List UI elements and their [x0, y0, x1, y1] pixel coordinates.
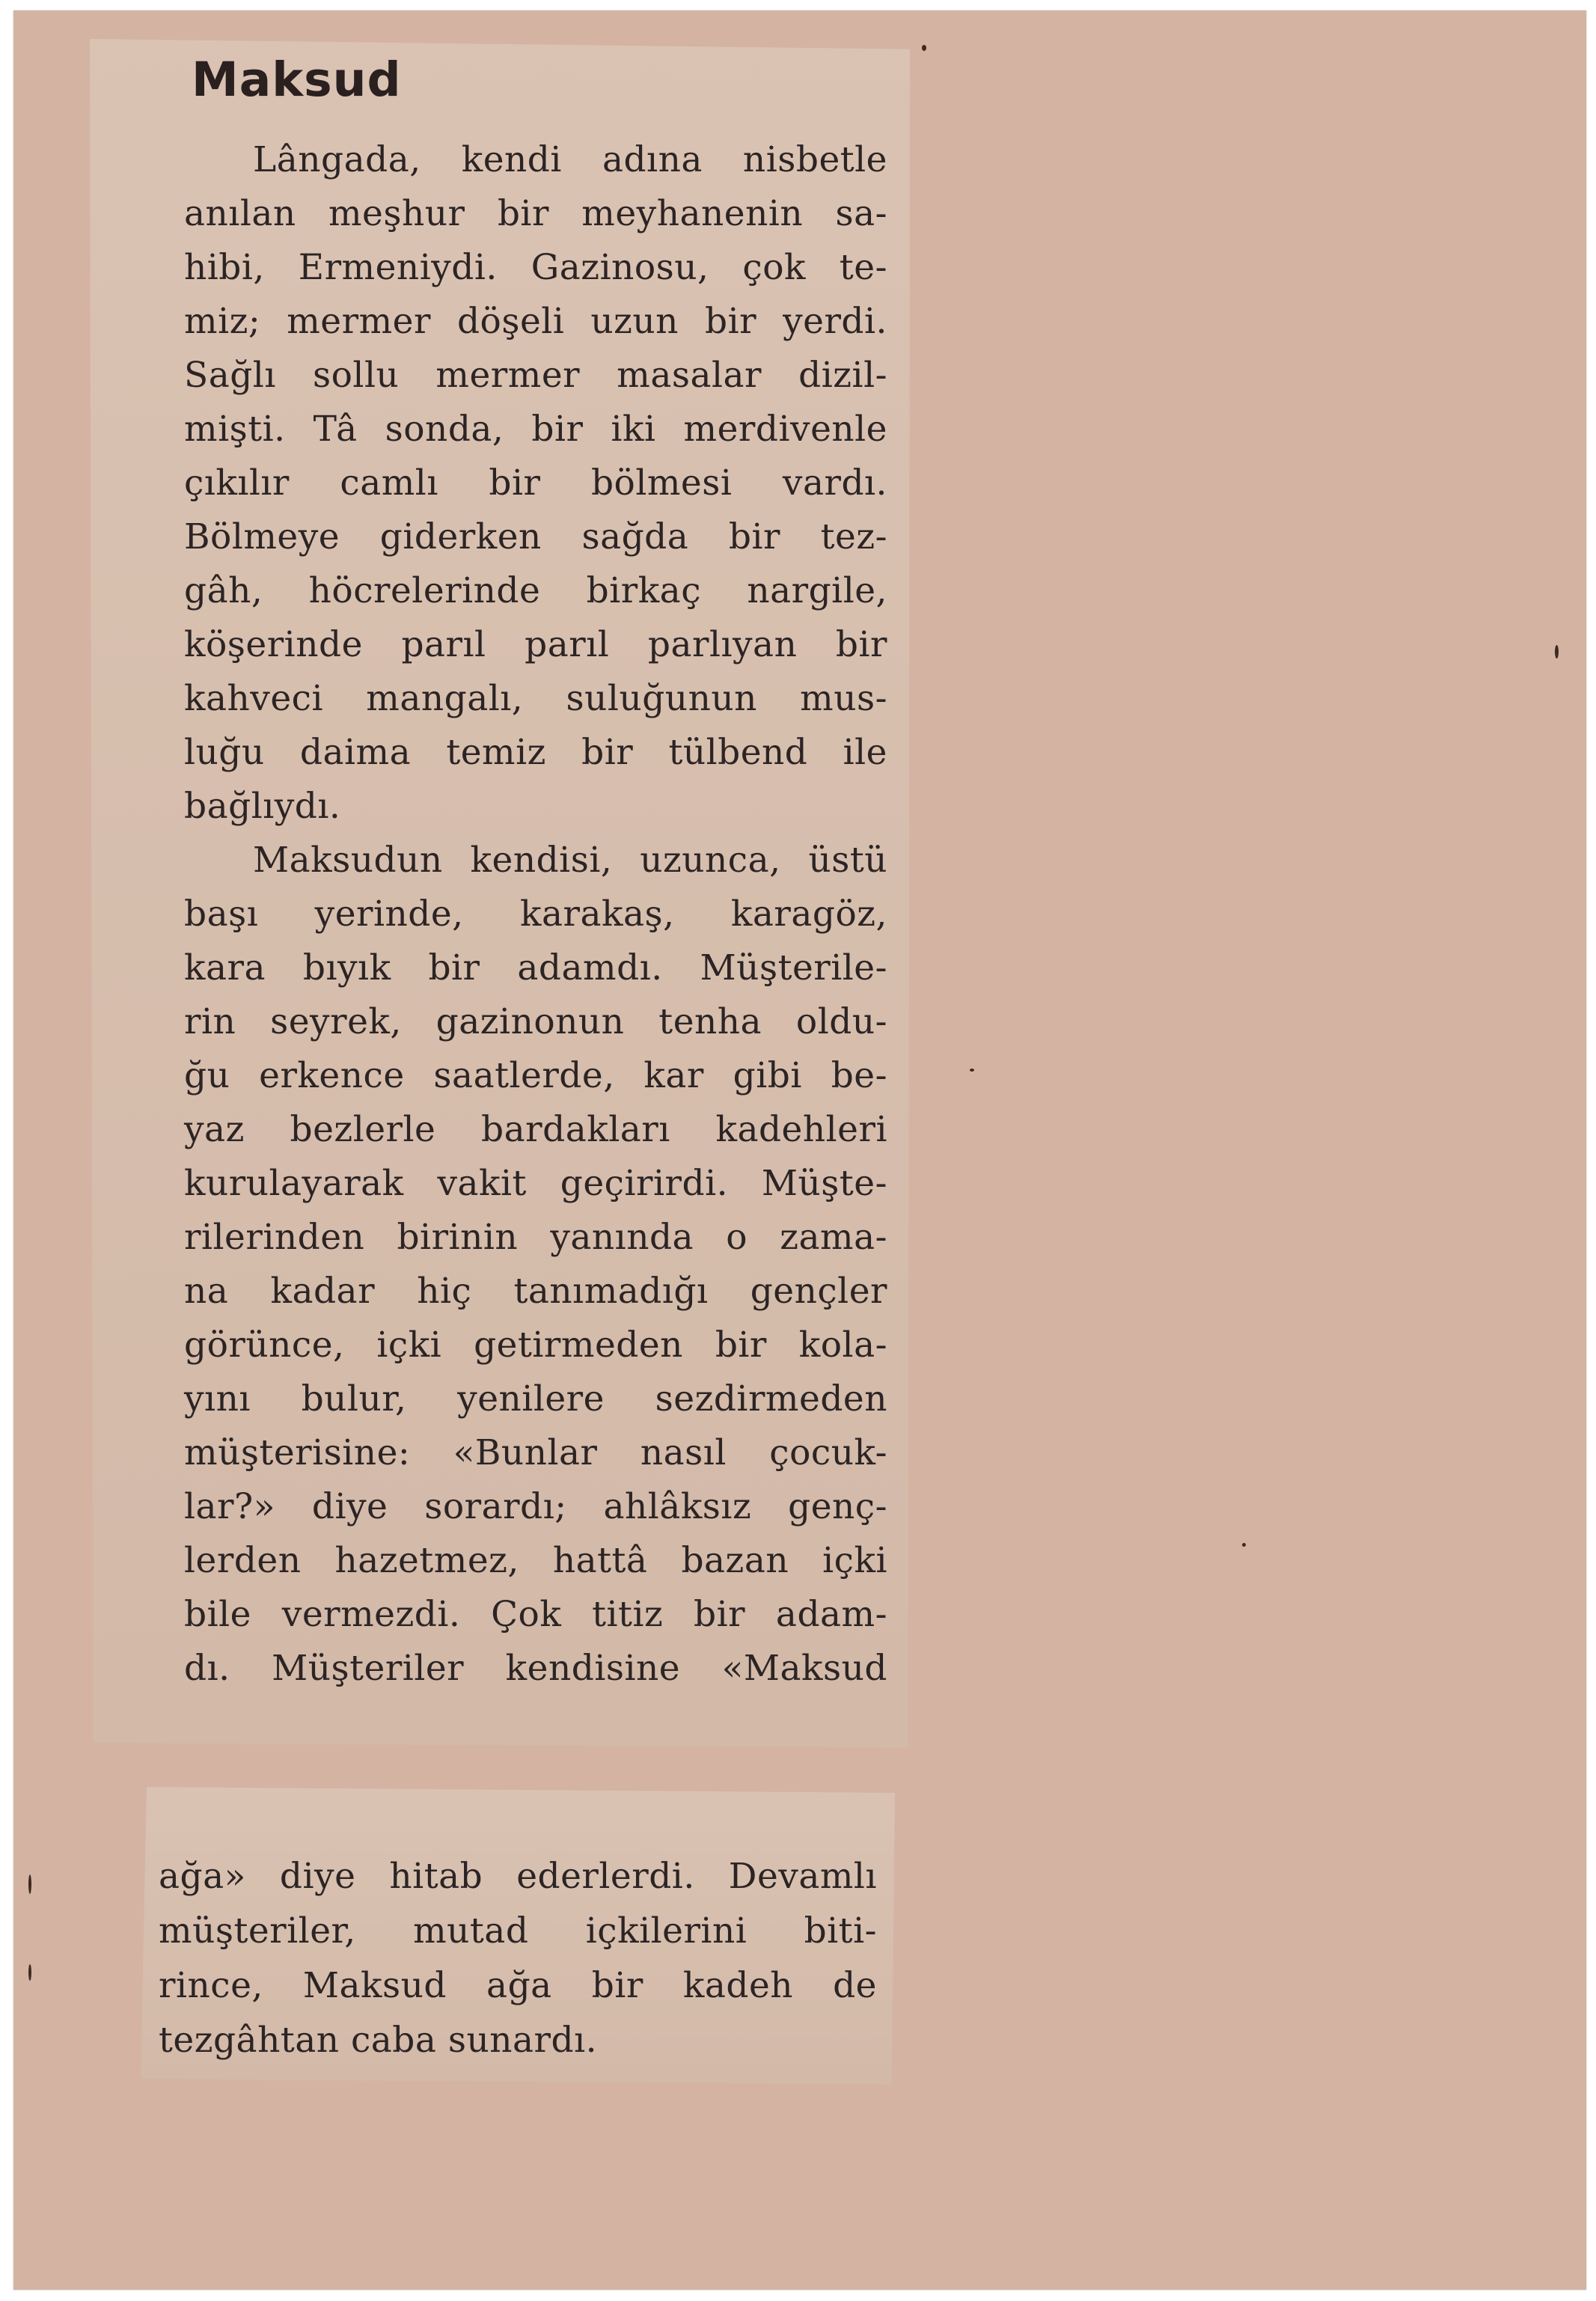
continuation-column [159, 1849, 877, 2068]
text-line: kara bıyık bir adamdı. Müşterile- [184, 947, 887, 988]
text-line: köşerinde parıl parıl parlıyan bir [184, 624, 887, 665]
article-heading: Maksud [192, 52, 402, 107]
text-line: anılan meşhur bir meyhanenin sa- [184, 193, 887, 234]
text-line: görünce, içki getirmeden bir kola- [184, 1324, 887, 1366]
text-line: tezgâhtan caba sunardı. [159, 2020, 598, 2061]
paper-speck [28, 1964, 31, 1981]
text-line: Bölmeye giderken sağda bir tez- [184, 516, 887, 557]
text-line: ğu erkence saatlerde, kar gibi be- [184, 1055, 887, 1096]
text-line: gâh, höcrelerinde birkaç nargile, [184, 570, 887, 611]
paper-speck [1242, 1543, 1246, 1547]
text-line: mişti. Tâ sonda, bir iki merdivenle [184, 409, 887, 450]
text-line: lerden hazetmez, hattâ bazan içki [184, 1540, 887, 1581]
text-line: miz; mermer döşeli uzun bir yerdi. [184, 301, 887, 342]
article-column [184, 133, 887, 1696]
text-line: Sağlı sollu mermer masalar dizil- [184, 355, 887, 396]
text-line: lar?» diye sorardı; ahlâksız genç- [184, 1486, 887, 1527]
paper-speck [922, 45, 926, 51]
text-line: yını bulur, yenilere sezdirmeden [184, 1378, 887, 1420]
text-line: müşterisine: «Bunlar nasıl çocuk- [184, 1432, 887, 1473]
text-line: kurulayarak vakit geçirirdi. Müşte- [184, 1163, 887, 1204]
text-line: müşteriler, mutad içkilerini biti- [159, 1910, 877, 1952]
paper-speck [1555, 645, 1559, 658]
text-line: Lângada, kendi adına nisbetle [253, 139, 887, 180]
text-line: dı. Müşteriler kendisine «Maksud [184, 1648, 887, 1689]
text-line: hibi, Ermeniydi. Gazinosu, çok te- [184, 247, 887, 288]
text-line: rince, Maksud ağa bir kadeh de [159, 1965, 877, 2006]
text-line: rilerinden birinin yanında o zama- [184, 1217, 887, 1258]
text-line: luğu daima temiz bir tülbend ile [184, 732, 887, 773]
text-line: na kadar hiç tanımadığı gençler [184, 1271, 887, 1312]
text-line: çıkılır camlı bir bölmesi vardı. [184, 462, 887, 504]
text-line: rin seyrek, gazinonun tenha oldu- [184, 1001, 887, 1042]
text-line: kahveci mangalı, suluğunun mus- [184, 678, 887, 719]
text-line: bile vermezdi. Çok titiz bir adam- [184, 1594, 887, 1635]
text-line: yaz bezlerle bardakları kadehleri [184, 1109, 887, 1150]
paper-speck [970, 1069, 974, 1072]
text-line: ağa» diye hitab ederlerdi. Devamlı [159, 1856, 877, 1897]
text-line: bağlıydı. [184, 786, 341, 827]
text-line: başı yerinde, karakaş, karagöz, [184, 893, 887, 935]
text-line: Maksudun kendisi, uzunca, üstü [253, 840, 887, 881]
paper-speck [28, 1874, 31, 1894]
